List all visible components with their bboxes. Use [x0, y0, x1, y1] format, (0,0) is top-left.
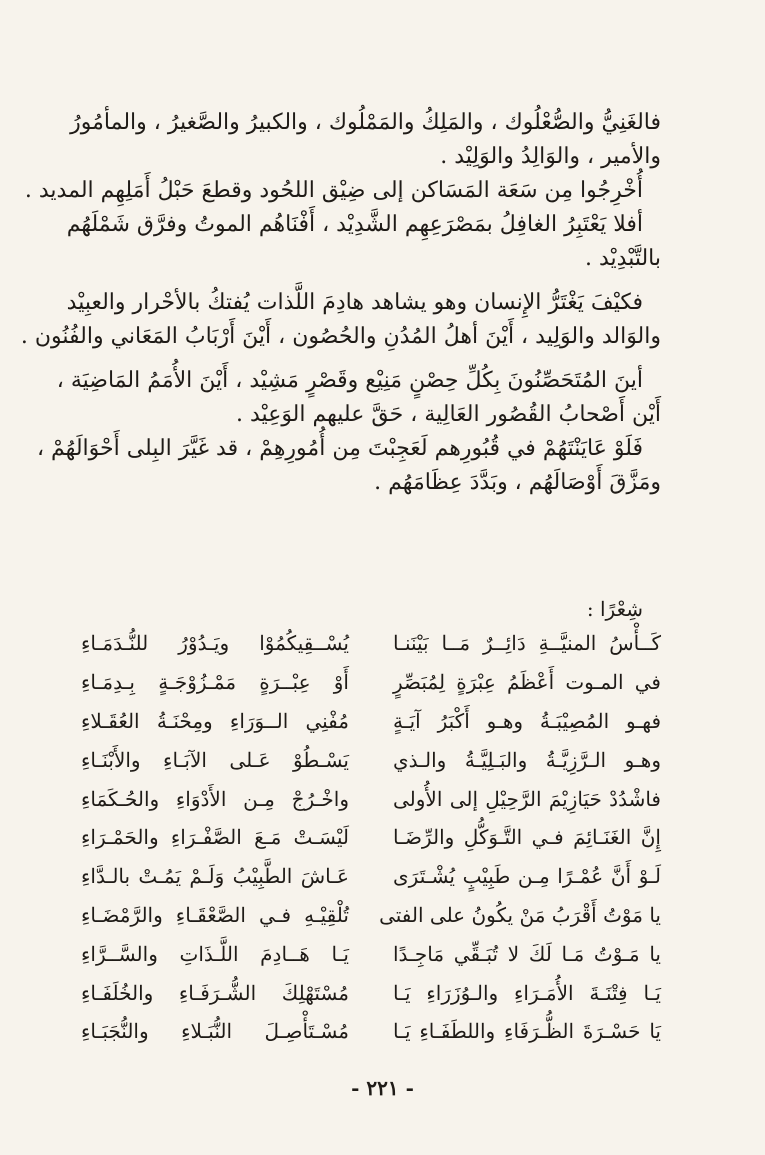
poem-verse [81, 896, 661, 935]
verse-first-hemistich: فهـو المُصِيْبَـةُ وهـو أَكْبَرُ آيَـةٍ [393, 708, 661, 733]
verse-first-hemistich: إِنَّ الغَنَـائِمَ فـي التَّـوَكُّلِ والرِّضَـا [393, 825, 661, 850]
poem-verse [81, 740, 661, 779]
verse-first-hemistich: يَا حَسْـرَةَ الظُّـرَفَاءِ واللطَفَـاءِ يَـا [393, 1019, 661, 1044]
poem-verses [81, 624, 661, 1051]
prose-line: بالتَّبْدِيْد . [584, 246, 661, 271]
verse-second-hemistich: عَـاشَ الطَّبِيْبُ وَلَـمْ يَمُـتْ بالـدَّاءِ [81, 864, 349, 889]
verse-first-hemistich: لَـوْ أَنَّ عُمْـرًا مِـن طَبِيْبٍ يُشْـتَرَى [393, 864, 661, 889]
verse-first-hemistich: يَـا فِتْنَـةَ الأُمَـرَاءِ والـوُزَرَاءِ يَـا [393, 980, 661, 1005]
verse-first-hemistich: كَــأْسُ المنيَّــةِ دَائِــرٌ مَــا بَيْنَنـا [393, 631, 661, 656]
page-number: - ٢٢١ - [351, 1076, 414, 1100]
verse-second-hemistich: يُسْــقِيكُمُوْا ويَـدُوْرُ للنُّـدَمَـاءِ [81, 631, 349, 656]
prose-line: أُخْرِجُوا مِن سَعَة المَسَاكن إلى ضِيْق اللحُود وقطعَ حَبْلُ أَمَلِهِم المديد . [24, 178, 643, 203]
verse-second-hemistich: مُسْتَهْلِكَ الشُّـرَفَـاءِ والخُلَفَـاءِ [81, 980, 349, 1005]
poem-verse [81, 973, 661, 1012]
verse-second-hemistich: واخْـرُجْ مِـن الأَدْوَاءِ والحُـكَمَاءِ [81, 786, 349, 811]
verse-second-hemistich: أَوْ عِبْــرَةٍ مَمْـزُوْجَـةٍ بِـدِمَـاءِ [81, 670, 349, 695]
verse-first-hemistich: يا مَوْتُ أَقْرَبُ مَنْ يكُونُ على الفتى [379, 902, 661, 927]
poem-verse [81, 624, 661, 663]
poem-block [81, 592, 661, 1051]
prose-body [20, 106, 661, 500]
prose-line: فَلَوْ عَايَنْتَهُمْ في قُبُورِهم لَعَجِبْتَ مِن أُمُورِهِمْ ، قد غَيَّرَ البِلى أَحْوَالَهُمْ ، [36, 436, 643, 461]
verse-first-hemistich: وهـو الـرَّزِيَّـةُ والبَـلِيَّـةُ والـذي [393, 747, 661, 772]
poem-verse [81, 702, 661, 741]
prose-line: أينَ المُتَحَصِّنُونَ بِكُلِّ حِصْنٍ مَنِيْع وقَصْرٍ مَشِيْد ، أَيْنَ الأُمَمُ المَاضِيَة ، [56, 368, 643, 393]
prose-line: والأمير ، والوَالِدُ والوَلِيْد . [440, 144, 661, 169]
poem-verse [81, 857, 661, 896]
prose-line: والوَالد والوَلِيد ، أَيْنَ أهلُ المُدُنِ والحُصُون ، أَيْنَ أَرْبَابُ المَعَاني والفُنُون . [20, 324, 661, 349]
prose-line: أفلا يَعْتَبِرُ الغافِلُ بمَصْرَعِهِم الشَّدِيْد ، أَفْنَاهُم الموتُ وفرَّق شَمْلَهُم [66, 212, 643, 237]
poem-verse [81, 934, 661, 973]
verse-first-hemistich: يا مَـوْتُ مَـا لَكَ لا تُبَـقِّي مَاجِـدًا [393, 941, 661, 966]
verse-second-hemistich: لَيْسَـتْ مَـعَ الصَّفْـرَاءِ والحَمْـرَاءِ [81, 825, 349, 850]
verse-second-hemistich: مُفْنِي الــوَرَاءِ ومِحْنَـةُ العُقَـلاءِ [81, 708, 349, 733]
prose-line: أَيْن أَصْحابُ القُصُور العَالِية ، حَقَّ عليهم الوَعِيْد . [236, 402, 661, 427]
verse-second-hemistich: يَـا هَــادِمَ اللَّـذَاتِ والسَّــرَّاءِ [81, 941, 349, 966]
paragraph-gap [93, 276, 661, 286]
poem-verse [81, 779, 661, 818]
prose-line: فالغَنِيُّ والصُّعْلُوك ، والمَلِكُ والمَمْلُوك ، والكبيرُ والصَّغيرُ ، والمأمُورُ [70, 110, 661, 135]
verse-second-hemistich: تُلْقِيْـهِ فـي الصَّعْقَـاءِ والرَّمْضَـاءِ [81, 902, 349, 927]
poem-verse [81, 818, 661, 857]
poem-verse [81, 663, 661, 702]
verse-second-hemistich: مُسْـتَأْصِـلَ النُّبَـلاءِ والنُّجَبَـاءِ [81, 1019, 349, 1044]
prose-line: ومَزَّقَ أَوْصَالَهُم ، وبَدَّدَ عِظَامَهُم . [374, 470, 661, 495]
verse-first-hemistich: فاشْدُدْ حَيَازِيْمَ الرَّحِيْلِ إلى الأُولى [393, 786, 661, 811]
verse-second-hemistich: يَسْـطُوْ عَـلى الآبَـاءِ والأَبْنَـاءِ [81, 747, 349, 772]
poem-label: شِعْرًا : [586, 597, 643, 621]
prose-line: فكيْفَ يَغْتَرُّ الإِنسان وهو يشاهد هادِمَ اللَّذات يُفتكُ بالأحْرار والعبِيْد [66, 290, 643, 315]
verse-first-hemistich: في المـوت أَعْظَمُ عِبْرَةٍ لِمُبَصِّرٍ [393, 670, 661, 695]
paragraph-gap [93, 354, 661, 364]
poem-verse [81, 1012, 661, 1051]
